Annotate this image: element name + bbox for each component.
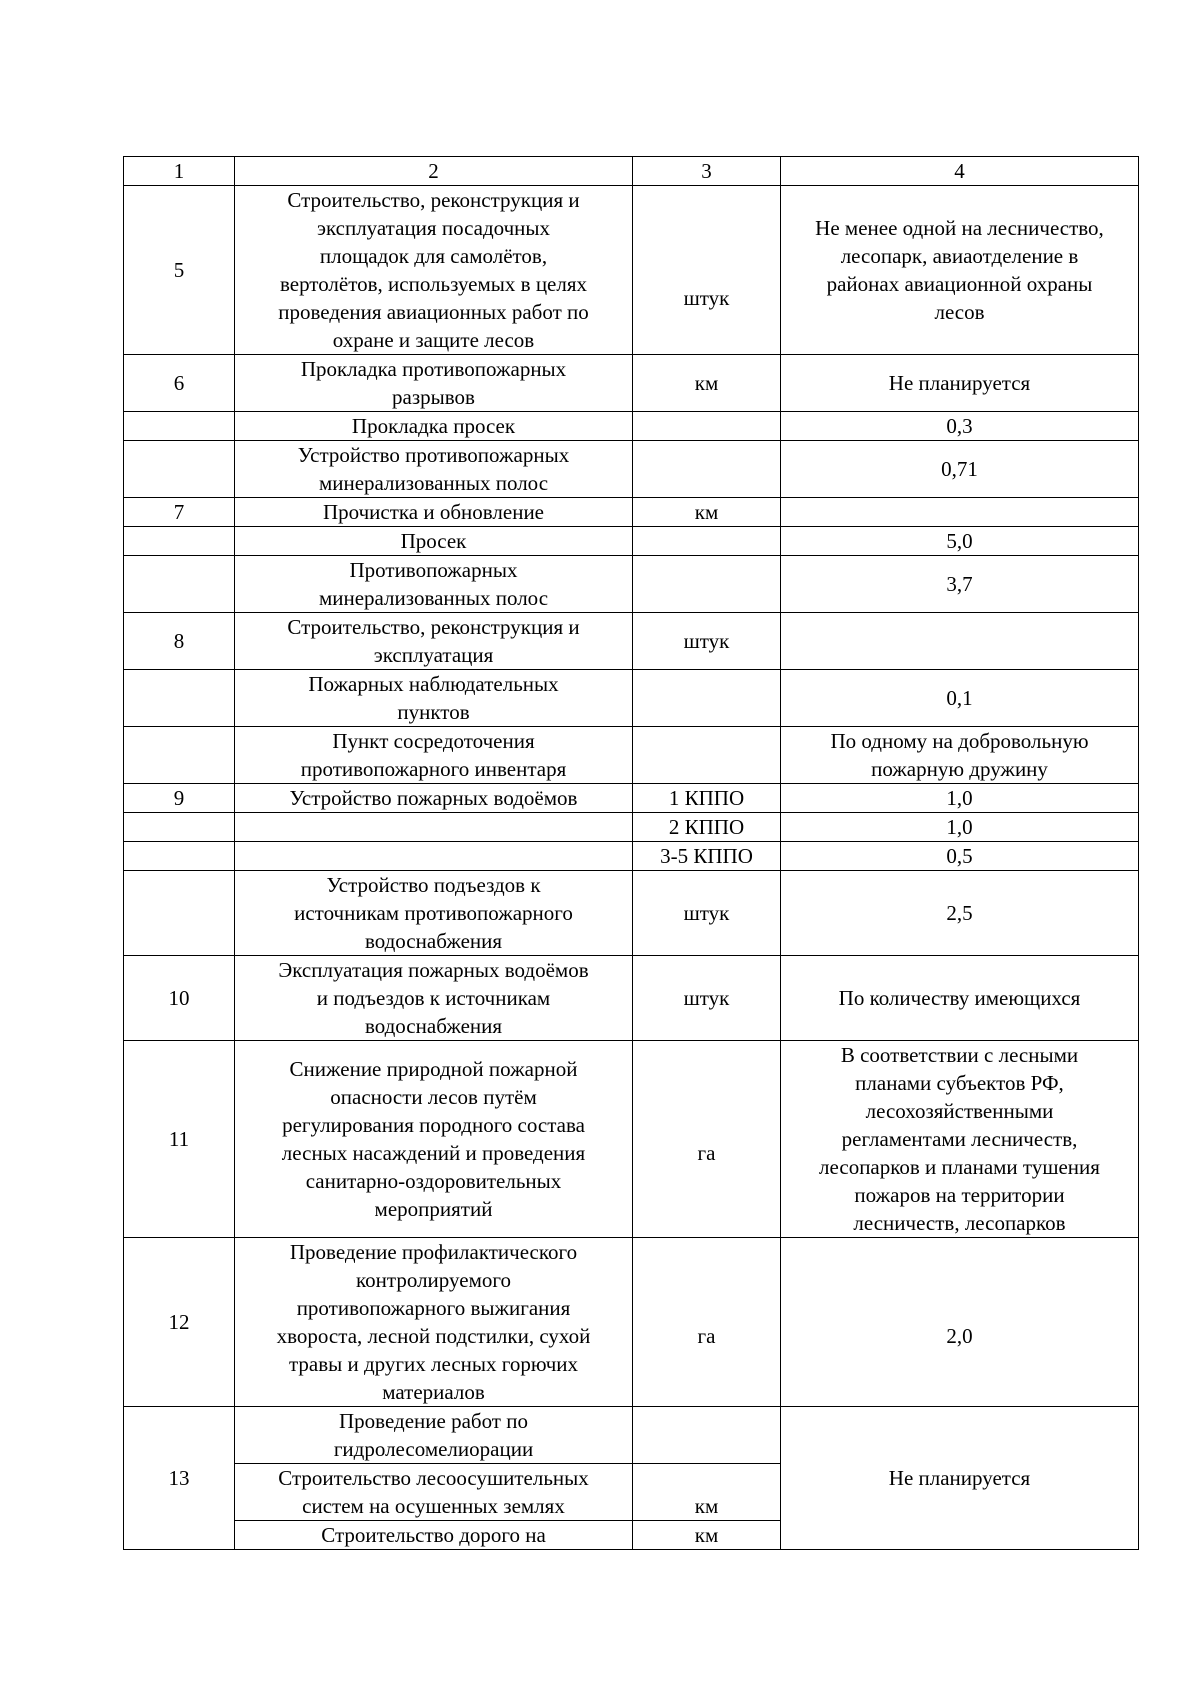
header-cell: 1 [124,157,235,186]
measure-name: Противопожарных минерализованных полос [235,556,633,613]
measure-value: В соответствии с лесными планами субъектов РФ, лесохозяйственными регламентами лесничеств, лесопарков и планами тушения пожаров на территории лесничеств, лесопарков [781,1041,1139,1238]
measure-value: Не планируется [781,355,1139,412]
measure-unit [633,670,781,727]
measure-name: Прокладка просек [235,412,633,441]
table-row [124,956,1139,1041]
measure-value: 0,3 [781,412,1139,441]
row-number [124,842,235,871]
row-number: 8 [124,613,235,670]
measure-unit [633,1407,781,1464]
row-number [124,441,235,498]
table-row [124,1407,1139,1464]
row-number: 13 [124,1407,235,1550]
row-number: 10 [124,956,235,1041]
row-number: 9 [124,784,235,813]
measure-value: Не планируется [781,1407,1139,1550]
measure-name: Проведение работ по гидролесомелиорации [235,1407,633,1464]
measure-unit: км [633,1464,781,1521]
measure-name: Прочистка и обновление [235,498,633,527]
measure-name: Пожарных наблюдательных пунктов [235,670,633,727]
measure-name: Проведение профилактического контролируемого противопожарного выжигания хвороста, лесной подстилки, сухой травы и других лесных горючих материалов [235,1238,633,1407]
measure-unit: штук [633,186,781,355]
measure-unit [633,441,781,498]
measure-name: Устройство пожарных водоёмов [235,784,633,813]
row-number: 5 [124,186,235,355]
table-row [124,1238,1139,1407]
measure-unit: 2 КППО [633,813,781,842]
measure-name [235,813,633,842]
measure-name: Просек [235,527,633,556]
measure-name: Строительство дорого на [235,1521,633,1550]
header-cell: 4 [781,157,1139,186]
row-number: 6 [124,355,235,412]
row-number [124,871,235,956]
measure-unit: км [633,355,781,412]
measure-name: Снижение природной пожарной опасности лесов путём регулирования породного состава лесных насаждений и проведения санитарно-оздоровительных мероприятий [235,1041,633,1238]
row-number [124,556,235,613]
measure-value: Не менее одной на лесничество, лесопарк, авиаотделение в районах авиационной охраны лесов [781,186,1139,355]
table-row [124,412,1139,441]
row-number [124,527,235,556]
measure-value: 3,7 [781,556,1139,613]
row-number [124,727,235,784]
measure-value: 1,0 [781,784,1139,813]
row-number [124,670,235,727]
table-row [124,556,1139,613]
measure-name: Строительство, реконструкция и эксплуатация [235,613,633,670]
table-row [124,186,1139,355]
measure-value: 5,0 [781,527,1139,556]
table-row [124,1041,1139,1238]
measure-value [781,498,1139,527]
measure-value: 2,0 [781,1238,1139,1407]
measure-unit: км [633,498,781,527]
table-row [124,613,1139,670]
table-row [124,498,1139,527]
measure-unit [633,412,781,441]
measure-name: Строительство лесоосушительных систем на осушенных землях [235,1464,633,1521]
measure-value [781,613,1139,670]
row-number: 11 [124,1041,235,1238]
measure-value: По одному на добровольную пожарную дружину [781,727,1139,784]
row-number: 7 [124,498,235,527]
measure-name: Устройство подъездов к источникам противопожарного водоснабжения [235,871,633,956]
measure-name: Прокладка противопожарных разрывов [235,355,633,412]
row-number: 12 [124,1238,235,1407]
table-row [124,784,1139,813]
table-row [124,670,1139,727]
measure-name: Эксплуатация пожарных водоёмов и подъездов к источникам водоснабжения [235,956,633,1041]
table-row [124,441,1139,498]
table-row [124,527,1139,556]
table-row [124,871,1139,956]
table-header-row [124,157,1139,186]
measure-unit: 3-5 КППО [633,842,781,871]
header-cell: 2 [235,157,633,186]
measure-value: 1,0 [781,813,1139,842]
measure-name: Строительство, реконструкция и эксплуатация посадочных площадок для самолётов, вертолётов, используемых в целях проведения авиационных работ по охране и защите лесов [235,186,633,355]
measure-unit [633,556,781,613]
row-number [124,813,235,842]
measure-unit [633,727,781,784]
measure-unit: 1 КППО [633,784,781,813]
forest-fire-measures-table [123,156,1139,1550]
measure-value: По количеству имеющихся [781,956,1139,1041]
measure-value: 0,71 [781,441,1139,498]
measure-unit: км [633,1521,781,1550]
table-row [124,842,1139,871]
measure-value: 0,5 [781,842,1139,871]
measure-unit: га [633,1238,781,1407]
measure-value: 2,5 [781,871,1139,956]
table-row [124,727,1139,784]
measure-unit: штук [633,871,781,956]
table-row [124,355,1139,412]
table-row [124,813,1139,842]
measure-name: Пункт сосредоточения противопожарного инвентаря [235,727,633,784]
measure-unit: га [633,1041,781,1238]
measure-name [235,842,633,871]
measure-unit: штук [633,956,781,1041]
measure-unit [633,527,781,556]
measure-name: Устройство противопожарных минерализованных полос [235,441,633,498]
measure-value: 0,1 [781,670,1139,727]
measure-unit: штук [633,613,781,670]
row-number [124,412,235,441]
header-cell: 3 [633,157,781,186]
